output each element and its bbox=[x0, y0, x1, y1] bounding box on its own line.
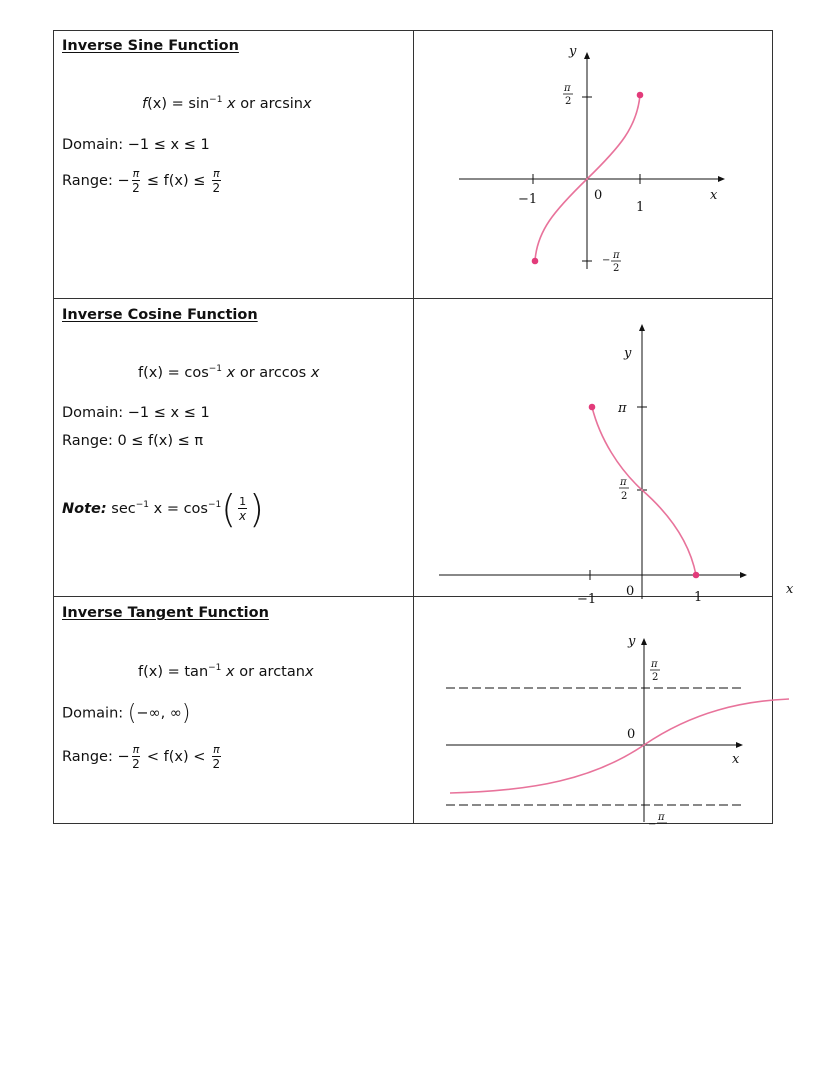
inverse-sine-domain: Domain: −1 ≤ x ≤ 1 bbox=[62, 137, 210, 153]
inverse-cosine-graph bbox=[414, 299, 794, 607]
tick-label-0: 0 bbox=[627, 727, 636, 742]
inverse-tangent-range: Range: − $\frac{\pi}{2}$ < f(x) < $\frac{\pi}{2}$ bbox=[62, 743, 221, 771]
inverse-tangent-formula: $f(x) = \tan^{-1} x$ or arctanx bbox=[138, 663, 314, 680]
endpoint-dot bbox=[637, 92, 644, 99]
right-paren: ) bbox=[181, 701, 191, 726]
left-paren: ( bbox=[127, 701, 137, 726]
inverse-cosine-domain: Domain: −1 ≤ x ≤ 1 bbox=[62, 405, 210, 421]
y-axis-label: y bbox=[569, 44, 577, 59]
inverse-sine-graph bbox=[414, 31, 772, 299]
y-axis-label: y bbox=[624, 346, 632, 361]
one-over-x-fraction: $\frac{1}{x}$ bbox=[239, 495, 247, 523]
tick-label-2: 2 bbox=[652, 672, 659, 683]
x-axis-label: x bbox=[710, 188, 718, 203]
right-paren: ) bbox=[249, 487, 264, 531]
tick-label-2: 2 bbox=[565, 96, 572, 107]
inverse-tangent-title: Inverse Tangent Function bbox=[62, 605, 269, 621]
inverse-cosine-range: Range: 0 ≤ f(x) ≤ π bbox=[62, 433, 204, 449]
inverse-cosine-row bbox=[54, 299, 794, 607]
pi-over-2-fraction: $\frac{\pi}{2}$ bbox=[212, 167, 221, 195]
inverse-cosine-note: Note: $\sec^{-1} x = \cos^{-1}$( $\frac{1}{x}$ ) bbox=[62, 487, 264, 531]
y-axis-label: y bbox=[628, 634, 636, 649]
inverse-sine-formula: $f(x) = \sin^{-1} x$ or arcsinx bbox=[142, 95, 312, 112]
tick-label-pi: π bbox=[613, 250, 620, 261]
inverse-cosine-formula: $f(x) = \cos^{-1} x$ or arccos x bbox=[138, 364, 320, 381]
inverse-cosine-title: Inverse Cosine Function bbox=[62, 307, 258, 323]
inverse-tangent-graph bbox=[414, 597, 772, 830]
inverse-sine-text-cell bbox=[54, 31, 414, 298]
tick-label-neg: − bbox=[648, 819, 657, 830]
tick-label-0: 0 bbox=[594, 188, 603, 203]
pi-over-2-fraction: $\frac{\pi}{2}$ bbox=[132, 167, 140, 195]
tick-label-pi: π bbox=[651, 659, 658, 670]
pi-over-2-fraction: $\frac{\pi}{2}$ bbox=[212, 743, 221, 771]
inverse-tangent-text-cell bbox=[54, 597, 414, 823]
left-paren: ( bbox=[221, 487, 237, 531]
pi-over-2-fraction: $\frac{\pi}{2}$ bbox=[132, 743, 140, 771]
inverse-sine-title: Inverse Sine Function bbox=[62, 38, 239, 54]
tick-label-neg: − bbox=[602, 255, 611, 266]
x-axis-label: x bbox=[732, 752, 740, 767]
inverse-tangent-domain: Domain: (−∞, ∞) bbox=[62, 701, 191, 726]
tick-label-pi: π bbox=[618, 401, 627, 416]
inverse-trig-table bbox=[53, 30, 794, 830]
tick-label-2: 2 bbox=[613, 263, 620, 274]
inverse-sine-range: Range: − $\frac{\pi}{2}$ ≤ f(x) ≤ $\frac{\pi}{2}$ bbox=[62, 167, 221, 195]
tick-label-neg1: −1 bbox=[577, 592, 597, 607]
endpoint-dot bbox=[532, 258, 539, 265]
tick-label-pi: π bbox=[564, 83, 571, 94]
x-axis-label: x bbox=[786, 582, 794, 597]
tick-label-pi-half: π bbox=[620, 477, 627, 488]
tick-label-1: 1 bbox=[636, 200, 645, 215]
inverse-tangent-graph-cell bbox=[414, 597, 772, 830]
inverse-cosine-text-cell bbox=[54, 299, 414, 596]
tick-label-pi: π bbox=[658, 812, 665, 823]
tick-label-2: 2 bbox=[621, 491, 628, 502]
tick-label-neg1: −1 bbox=[518, 192, 538, 207]
arccos-curve bbox=[592, 407, 696, 575]
inverse-tangent-row bbox=[54, 597, 772, 830]
endpoint-dot bbox=[589, 404, 596, 411]
inverse-sine-graph-cell bbox=[414, 31, 772, 298]
inverse-sine-row bbox=[54, 31, 772, 299]
tick-label-0: 0 bbox=[626, 584, 635, 599]
arctan-curve bbox=[450, 699, 789, 793]
endpoint-dot bbox=[693, 572, 700, 579]
inverse-cosine-graph-cell bbox=[414, 299, 794, 607]
tick-label-1: 1 bbox=[694, 590, 703, 605]
